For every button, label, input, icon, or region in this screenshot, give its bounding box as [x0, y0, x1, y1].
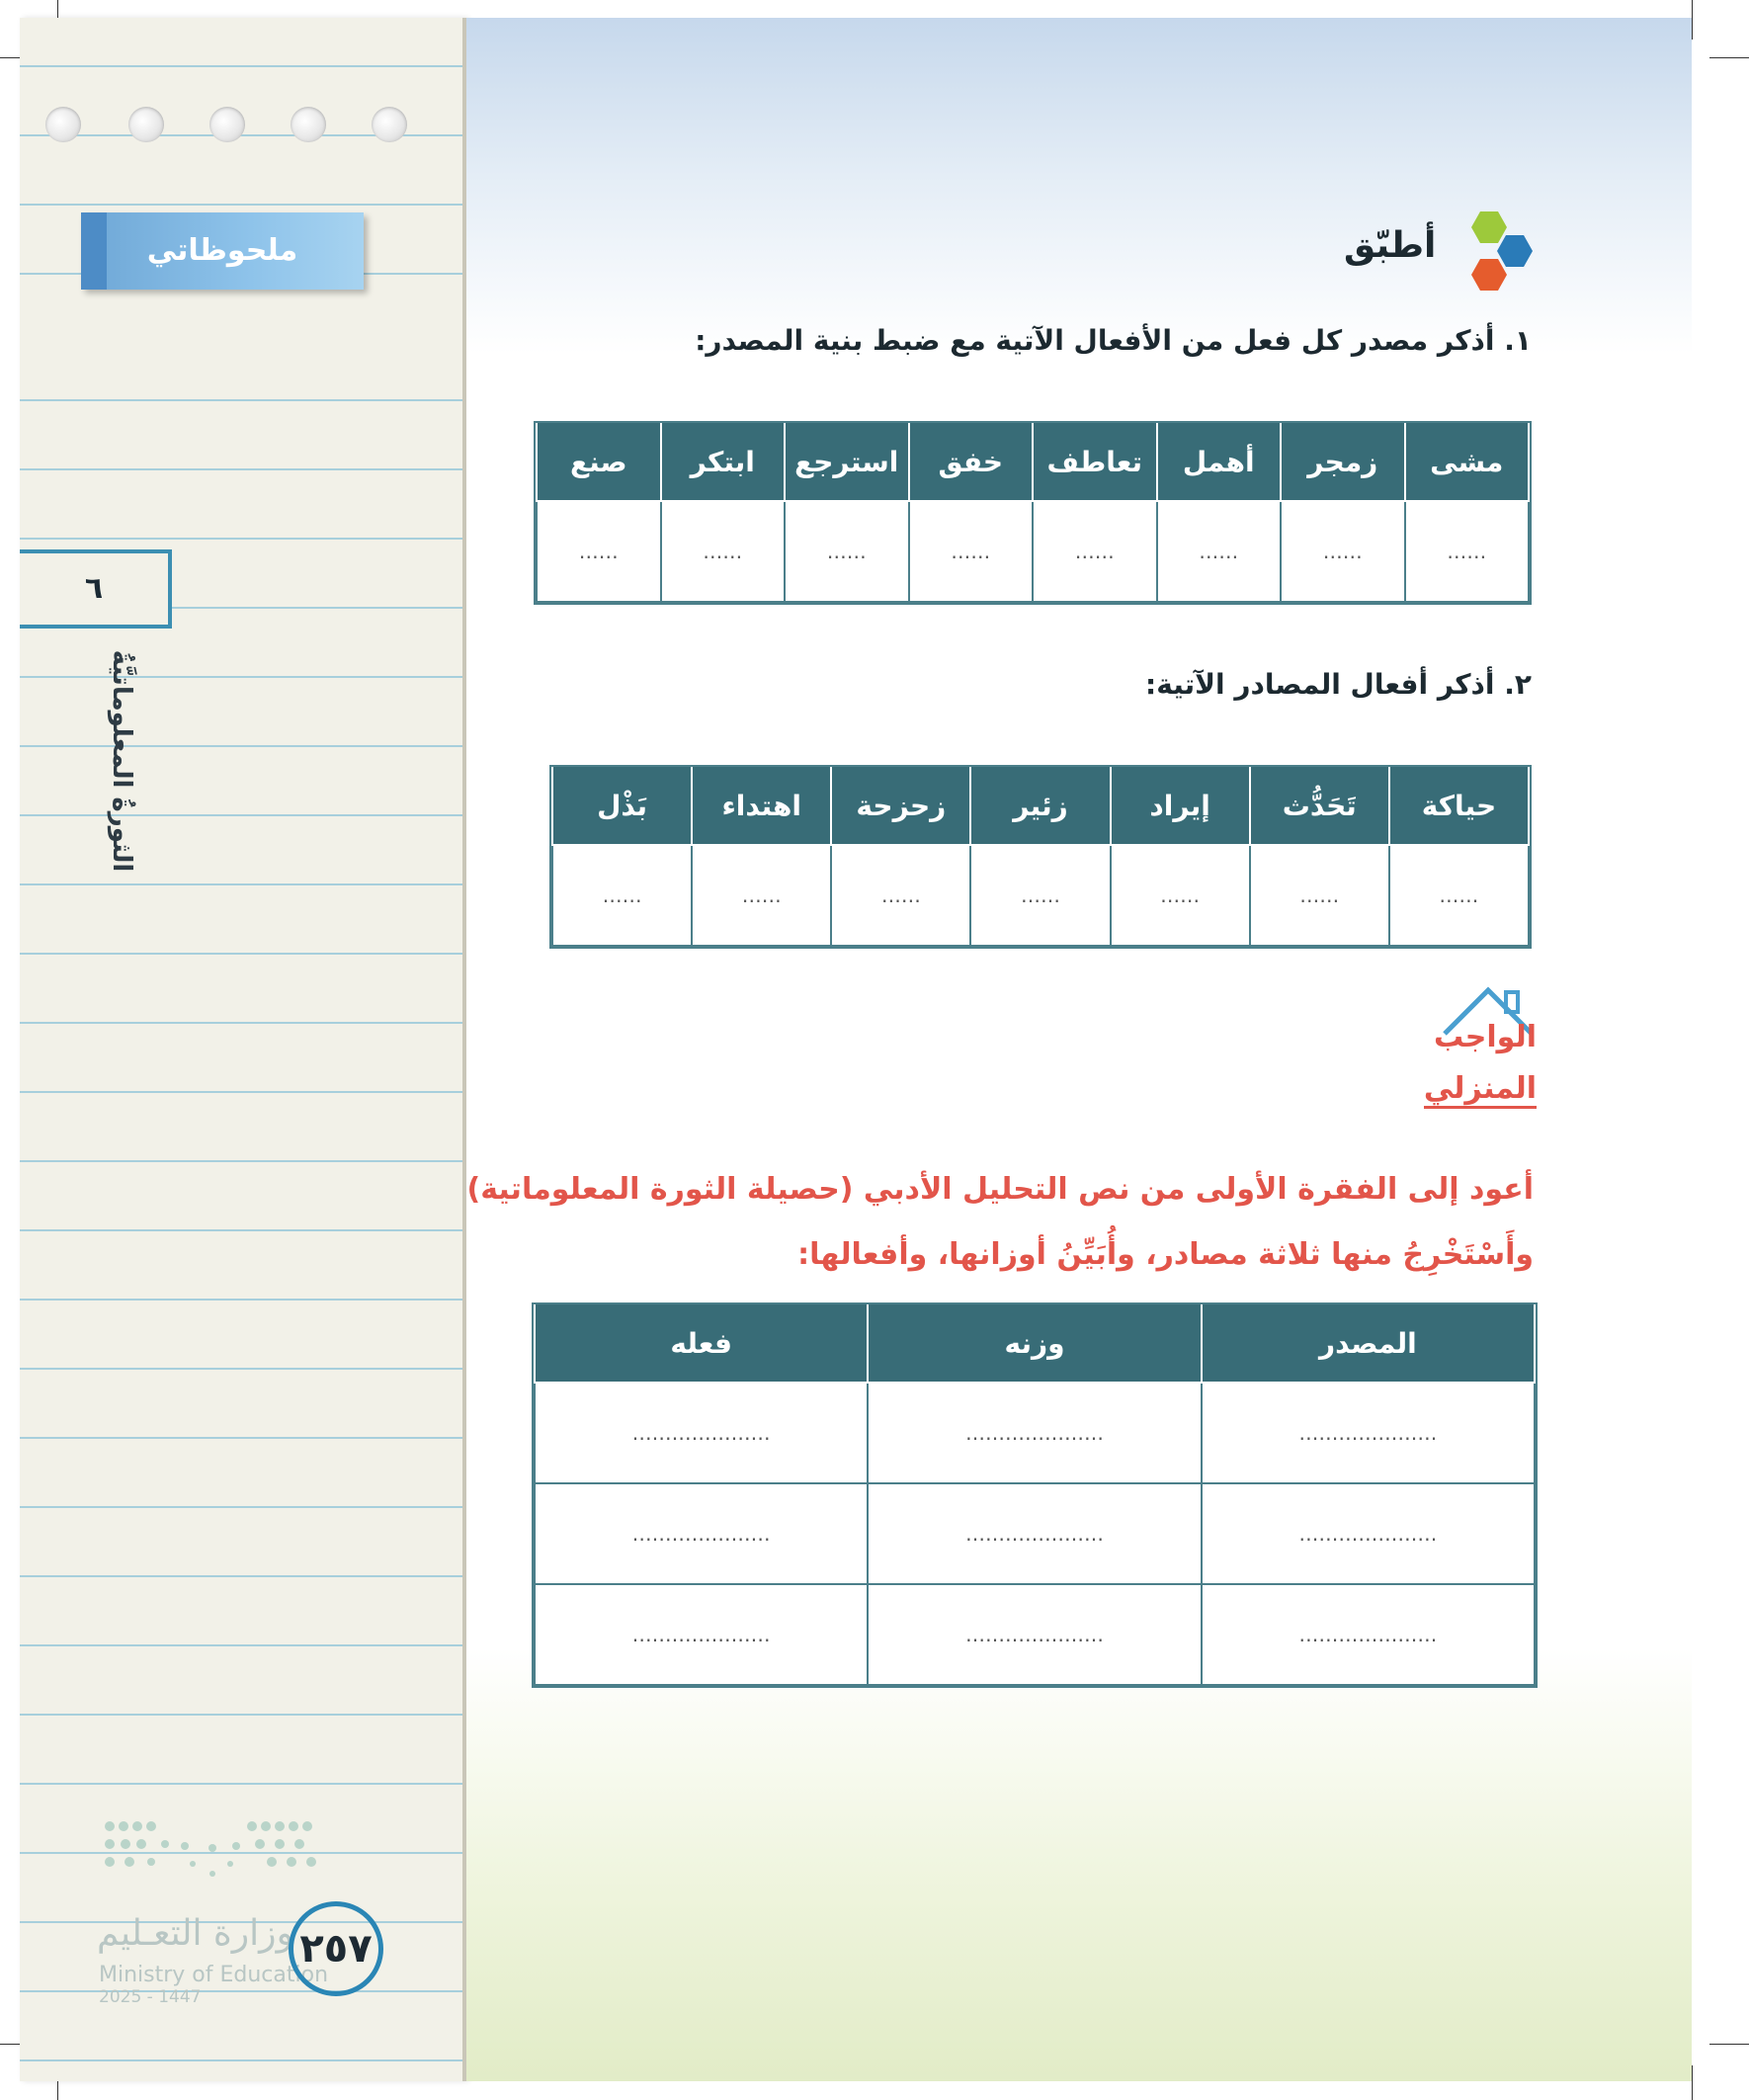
- table-header: بَذْل: [552, 767, 692, 845]
- answer-cell[interactable]: …………………: [535, 1383, 868, 1483]
- answer-cell[interactable]: …………………: [868, 1383, 1201, 1483]
- homework-label-2: المنزلي: [1424, 1071, 1537, 1109]
- question-2: ٢. أذكر أفعال المصادر الآتية:: [1145, 668, 1532, 701]
- table-header: المصدر: [1202, 1304, 1535, 1383]
- answer-cell[interactable]: …………………: [1202, 1383, 1535, 1483]
- unit-number-box: [20, 549, 172, 629]
- table-row: [537, 501, 1529, 602]
- table-header: اهتداء: [692, 767, 831, 845]
- binder-hole: [45, 107, 81, 142]
- notes-tab-stripe: [81, 212, 107, 290]
- notes-tab: [81, 212, 364, 290]
- table-header: زحزحة: [831, 767, 970, 845]
- table-header-row: [552, 767, 1529, 845]
- crop-mark: [1709, 57, 1749, 58]
- table-row: [552, 845, 1529, 946]
- hexagons-icon: [1451, 208, 1540, 296]
- page-number: ٢٥٧: [289, 1901, 383, 1996]
- answer-cell[interactable]: …………………: [1202, 1584, 1535, 1685]
- answer-cell[interactable]: …………………: [868, 1584, 1201, 1685]
- table-row: [535, 1383, 1535, 1483]
- crop-mark: [1709, 2044, 1749, 2045]
- sources-table: [551, 767, 1530, 947]
- table-header: زئير: [970, 767, 1110, 845]
- ministry-name-english: Ministry of Education: [99, 1963, 329, 1987]
- table-header: حياكة: [1389, 767, 1529, 845]
- crop-mark: [1692, 0, 1693, 40]
- binder-hole: [291, 107, 326, 142]
- table-row: [535, 1483, 1535, 1584]
- answer-cell[interactable]: ……: [1281, 501, 1405, 602]
- answer-cell[interactable]: …………………: [535, 1483, 868, 1584]
- table-row: [535, 1584, 1535, 1685]
- homework-instruction-2: وأَسْتَخْرِجُ منها ثلاثة مصادر، وأُبَيِّنُ أوزانها، وأفعالها:: [797, 1237, 1534, 1272]
- table-header: خفق: [909, 423, 1034, 501]
- table-header: تَحَدُّث: [1250, 767, 1389, 845]
- binder-hole: [128, 107, 164, 142]
- answer-cell[interactable]: …………………: [535, 1584, 868, 1685]
- answer-cell[interactable]: ……: [970, 845, 1110, 946]
- answer-cell[interactable]: ……: [831, 845, 970, 946]
- answer-cell[interactable]: ……: [1157, 501, 1282, 602]
- answer-cell[interactable]: ……: [537, 501, 661, 602]
- question-1: ١. أذكر مصدر كل فعل من الأفعال الآتية مع ضبط بنية المصدر:: [695, 324, 1532, 357]
- unit-number: ٦: [84, 571, 104, 606]
- answer-cell[interactable]: …………………: [868, 1483, 1201, 1584]
- table-header: مشى: [1405, 423, 1530, 501]
- unit-title-box: [57, 642, 186, 880]
- table-header-row: [537, 423, 1529, 501]
- ministry-name-arabic: وزارة التعـليم: [97, 1913, 293, 1954]
- unit-title: الثورةُ المعلوماتيَّةُ: [107, 649, 136, 873]
- answer-cell[interactable]: ……: [1111, 845, 1250, 946]
- homework-instruction-1: أعود إلى الفقرة الأولى من نص التحليل الأدبي (حصيلة الثورة المعلوماتية): [466, 1172, 1534, 1207]
- answer-cell[interactable]: ……: [692, 845, 831, 946]
- homework-table: [534, 1304, 1536, 1686]
- ministry-logo-icon: [104, 1818, 321, 1878]
- table-header: استرجع: [785, 423, 909, 501]
- answer-cell[interactable]: ……: [1405, 501, 1530, 602]
- table-header: تعاطف: [1033, 423, 1157, 501]
- table-header: ابتكر: [661, 423, 786, 501]
- ministry-year: 2025 - 1447: [99, 1987, 202, 2007]
- answer-cell[interactable]: ……: [1033, 501, 1157, 602]
- answer-cell[interactable]: ……: [661, 501, 786, 602]
- answer-cell[interactable]: ……: [1250, 845, 1389, 946]
- binder-hole: [372, 107, 407, 142]
- answer-cell[interactable]: ……: [1389, 845, 1529, 946]
- notes-label: ملحوظاتي: [146, 233, 298, 268]
- apply-title: أطبّق: [1344, 225, 1437, 266]
- answer-cell[interactable]: ……: [909, 501, 1034, 602]
- table-header: وزنه: [868, 1304, 1201, 1383]
- table-header: فعله: [535, 1304, 868, 1383]
- table-header: صنع: [537, 423, 661, 501]
- notes-sidebar: [20, 18, 466, 2081]
- table-header: إيراد: [1111, 767, 1250, 845]
- answer-cell[interactable]: ……: [785, 501, 909, 602]
- homework-label-1: الواجب: [1433, 1020, 1537, 1054]
- table-header-row: [535, 1304, 1535, 1383]
- table-header: زمجر: [1281, 423, 1405, 501]
- crop-mark: [1692, 2065, 1693, 2100]
- verbs-table: [536, 423, 1530, 603]
- answer-cell[interactable]: …………………: [1202, 1483, 1535, 1584]
- binder-hole: [209, 107, 245, 142]
- answer-cell[interactable]: ……: [552, 845, 692, 946]
- table-header: أهمل: [1157, 423, 1282, 501]
